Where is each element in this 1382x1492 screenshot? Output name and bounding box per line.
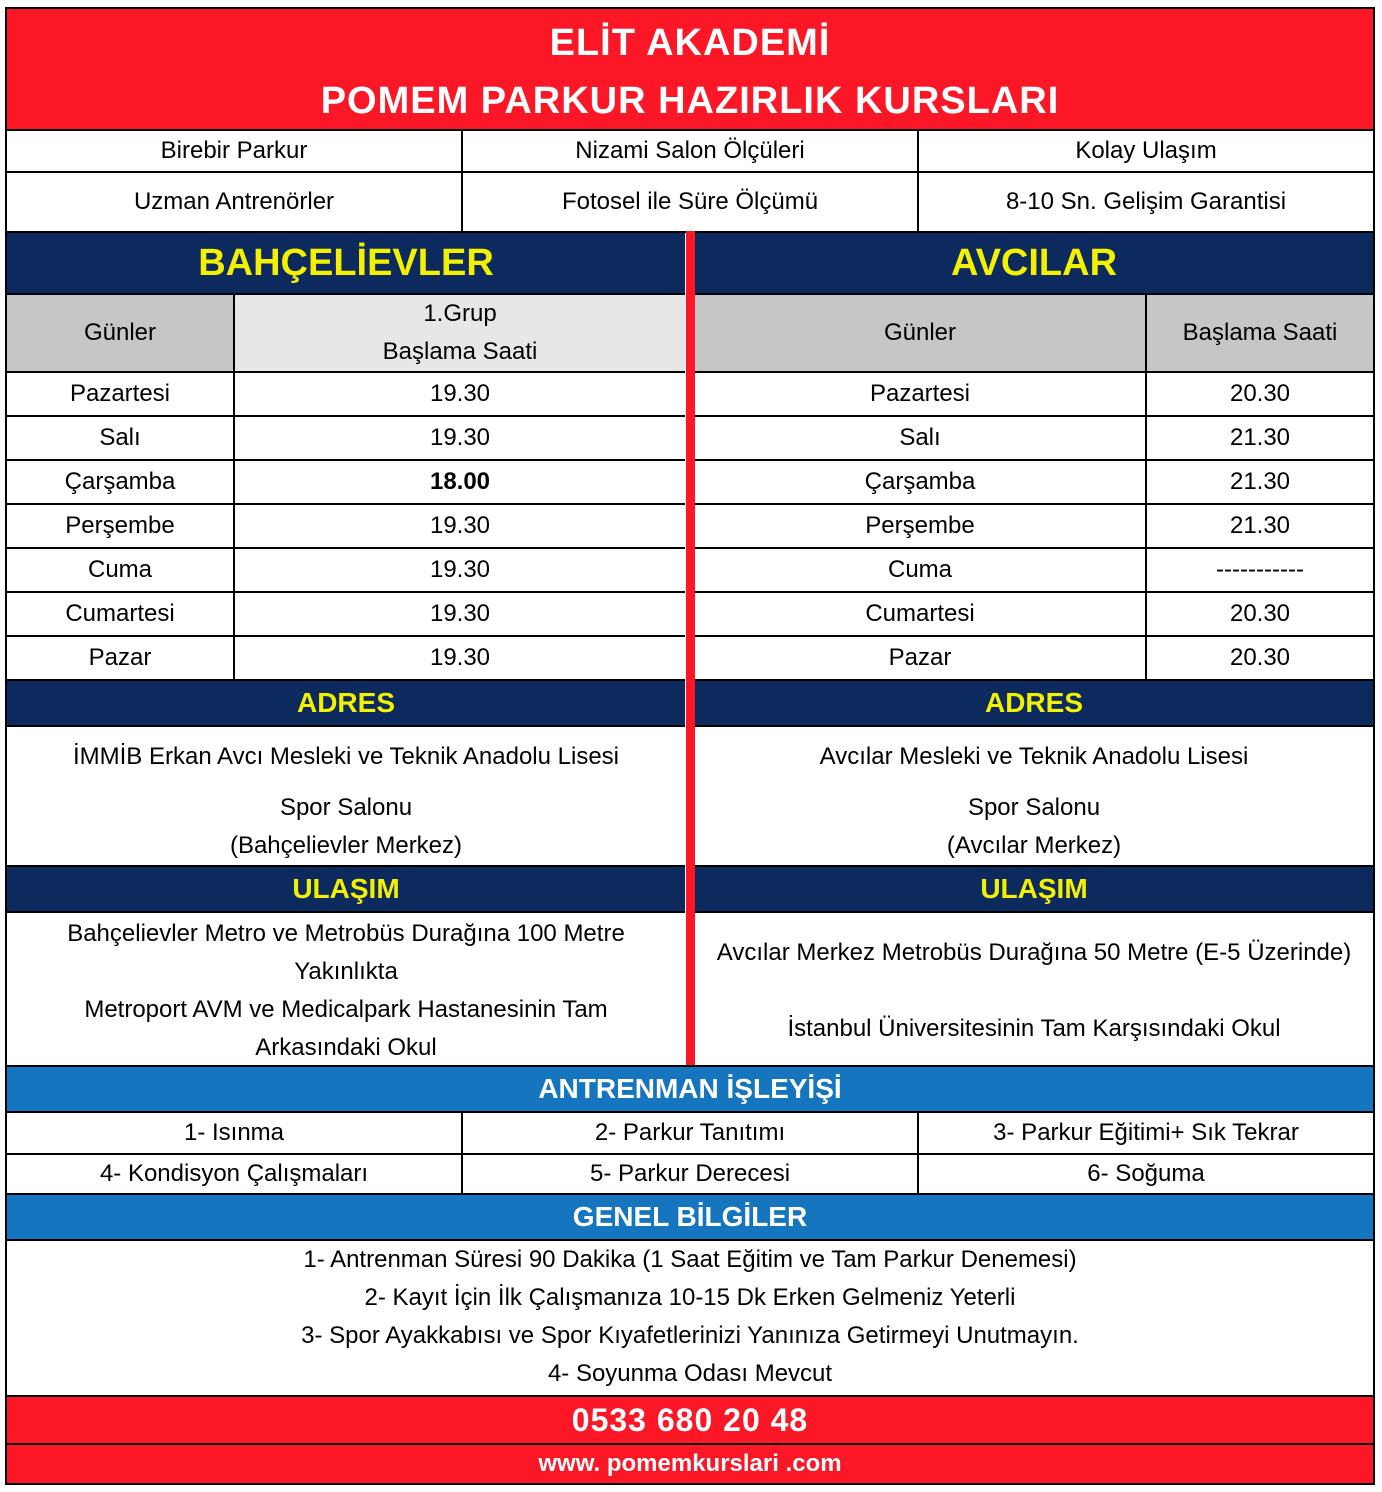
feature-item: 8-10 Sn. Gelişim Garantisi — [1005, 188, 1287, 215]
address-line: Avcılar Mesleki ve Teknik Anadolu Lisesi — [819, 743, 1249, 770]
branch-title-bahcelievler: BAHÇELİEVLER — [7, 233, 685, 293]
section-header-adres: ADRES — [7, 681, 685, 725]
feature-item: Fotosel ile Süre Ölçümü — [561, 188, 819, 215]
schedule-day: Çarşamba — [864, 468, 976, 495]
info-item: 3- Spor Ayakkabısı ve Spor Kıyafetlerinizi Yanınıza Getirmeyi Unutmayın. — [301, 1322, 1079, 1349]
schedule-day: Pazartesi — [869, 380, 971, 407]
schedule-time: 20.30 — [1229, 600, 1291, 627]
schedule-time: 21.30 — [1229, 424, 1291, 451]
section-header-training: ANTRENMAN İŞLEYİŞİ — [7, 1067, 1373, 1111]
info-item: 2- Kayıt İçin İlk Çalışmanıza 10-15 Dk Erken Gelmeniz Yeterli — [364, 1284, 1016, 1311]
schedule-day: Salı — [99, 424, 141, 451]
transport-line: Yakınlıkta — [294, 958, 398, 985]
address-line: (Bahçelievler Merkez) — [229, 832, 463, 859]
section-header-general: GENEL BİLGİLER — [7, 1195, 1373, 1239]
academy-name: ELİT AKADEMİ — [549, 21, 831, 64]
schedule-time: ----------- — [1216, 556, 1304, 583]
training-step: 1- Isınma — [183, 1119, 285, 1146]
features-grid — [7, 131, 1373, 231]
website-banner — [7, 1445, 1373, 1483]
schedule-day: Pazartesi — [69, 380, 171, 407]
schedule-time: 19.30 — [429, 424, 491, 451]
schedule-day: Cuma — [887, 556, 953, 583]
transport-line: İstanbul Üniversitesinin Tam Karşısındaki Okul — [787, 1015, 1281, 1042]
branch-title-avcilar: AVCILAR — [695, 233, 1373, 293]
training-step: 3- Parkur Eğitimi+ Sık Tekrar — [993, 1119, 1299, 1146]
section-header-adres: ADRES — [695, 681, 1373, 725]
transport-line: Arkasındaki Okul — [255, 1034, 437, 1061]
training-steps-grid — [7, 1113, 1373, 1193]
info-item: 4- Soyunma Odası Mevcut — [547, 1360, 833, 1387]
schedule-day: Cuma — [87, 556, 153, 583]
column-header-days: Günler — [695, 295, 1145, 371]
column-header-start-time: 1.Grup Başlama Saati — [235, 295, 685, 371]
feature-item: Birebir Parkur — [160, 137, 308, 164]
schedule-day: Cumartesi — [65, 600, 175, 627]
header-banner — [7, 9, 1373, 129]
schedule-day: Pazar — [888, 644, 952, 671]
training-step: 5- Parkur Derecesi — [589, 1160, 791, 1187]
column-header-days: Günler — [7, 295, 233, 371]
schedule-day: Salı — [899, 424, 941, 451]
schedule-day: Pazar — [88, 644, 152, 671]
feature-item: Nizami Salon Ölçüleri — [575, 137, 805, 164]
phone-banner — [7, 1397, 1373, 1443]
schedule-time: 18.00 — [429, 468, 491, 495]
schedule-time: 19.30 — [429, 556, 491, 583]
column-divider — [686, 231, 695, 1065]
address-line: Spor Salonu — [967, 794, 1101, 821]
schedule-time: 19.30 — [429, 380, 491, 407]
info-item: 1- Antrenman Süresi 90 Dakika (1 Saat Eğitim ve Tam Parkur Denemesi) — [303, 1246, 1077, 1273]
training-step: 4- Kondisyon Çalışmaları — [99, 1160, 369, 1187]
schedule-day: Çarşamba — [64, 468, 176, 495]
schedule-day: Perşembe — [865, 512, 975, 539]
section-header-ulasim: ULAŞIM — [7, 867, 685, 911]
schedule-time: 19.30 — [429, 512, 491, 539]
transport-line: Avcılar Merkez Metrobüs Durağına 50 Metre (E-5 Üzerinde) — [716, 939, 1352, 966]
website-link[interactable]: www. pomemkurslari .com — [538, 1450, 842, 1477]
course-title: POMEM PARKUR HAZIRLIK KURSLARI — [320, 79, 1060, 122]
feature-item: Uzman Antrenörler — [133, 188, 335, 215]
address-line: İMMİB Erkan Avcı Mesleki ve Teknik Anadolu Lisesi — [72, 743, 620, 770]
schedule-time: 21.30 — [1229, 512, 1291, 539]
schedule-day: Perşembe — [65, 512, 175, 539]
address-line: Spor Salonu — [279, 794, 413, 821]
phone-number[interactable]: 0533 680 20 48 — [571, 1401, 809, 1438]
address-line: (Avcılar Merkez) — [946, 832, 1122, 859]
schedule-time: 19.30 — [429, 644, 491, 671]
schedule-time: 19.30 — [429, 600, 491, 627]
column-header-start-time: Başlama Saati — [1147, 295, 1373, 371]
training-step: 2- Parkur Tanıtımı — [594, 1119, 786, 1146]
schedule-day: Cumartesi — [865, 600, 975, 627]
training-step: 6- Soğuma — [1087, 1160, 1205, 1187]
flyer — [5, 7, 1375, 1485]
schedule-time: 20.30 — [1229, 380, 1291, 407]
schedule-time: 20.30 — [1229, 644, 1291, 671]
transport-line: Metroport AVM ve Medicalpark Hastanesinin Tam — [84, 996, 608, 1023]
feature-item: Kolay Ulaşım — [1075, 137, 1217, 164]
transport-line: Bahçelievler Metro ve Metrobüs Durağına 100 Metre — [67, 920, 625, 947]
schedule-time: 21.30 — [1229, 468, 1291, 495]
section-header-ulasim: ULAŞIM — [695, 867, 1373, 911]
